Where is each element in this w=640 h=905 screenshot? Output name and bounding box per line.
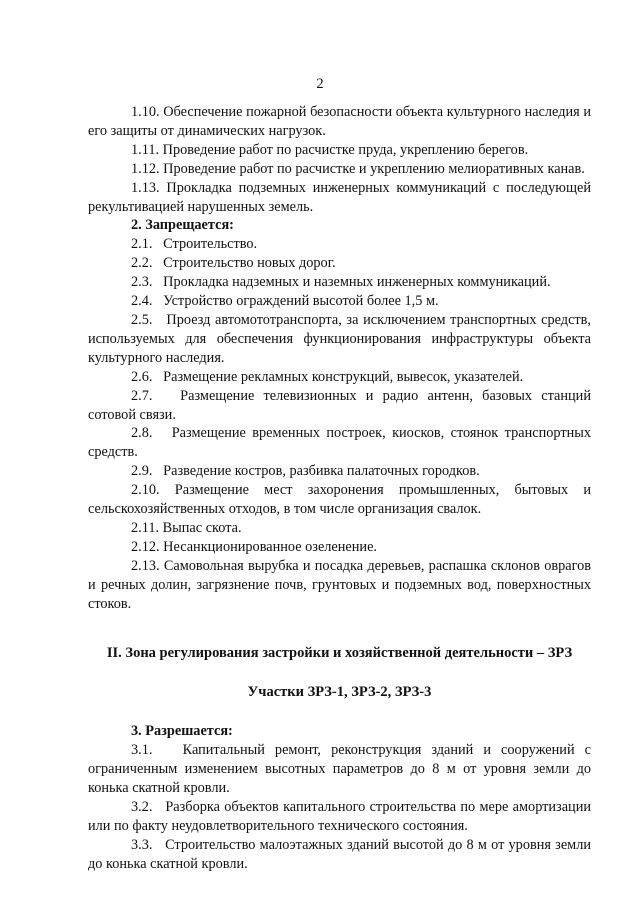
paragraph-2-12: 2.12. Несанкционированное озеленение. [131,538,378,555]
section-title: II. Зона регулирования застройки и хозяйственной деятельности – ЗРЗ [106,645,573,662]
paragraph-2-7: 2.7. Размещение телевизионных и радио антенн, базовых станций сотовой связи. [88,387,591,423]
subsection-title: Участки ЗРЗ-1, ЗРЗ-2, ЗРЗ-3 [247,684,432,701]
paragraph-3-3: 3.3. Строительство малоэтажных зданий высотой до 8 м от уровня земли до конька скатной кровли. [88,836,591,872]
paragraph-2-1: 2.1. Строительство. [131,236,258,253]
paragraph-2-13: 2.13. Самовольная вырубка и посадка деревьев, распашка склонов оврагов и речных долин, загрязнение почв, грунтовых и подземных вод, поверхностных стоков. [88,557,591,612]
allowed-heading: 3. Разрешается: [131,723,233,740]
paragraph-3-1: 3.1. Капитальный ремонт, реконструкция зданий и сооружений с ограниченным изменением высотных параметров до 8 м от уровня земли до конька скатной кровли. [88,742,591,796]
heading-spacer [88,702,591,722]
paragraph-3-2: 3.2. Разборка объектов капитального строительства по мере амортизации или по факту неудовлетворительного технического состояния. [88,798,591,834]
paragraph-1-13: 1.13. Прокладка подземных инженерных коммуникаций с последующей рекультивацией нарушенных земель. [88,179,591,215]
paragraph-2-3: 2.3. Прокладка надземных и наземных инженерных коммуникаций. [131,274,551,291]
paragraph-2-10: 2.10. Размещение мест захоронения промышленных, бытовых и сельскохозяйственных отходов, в том числе организация свалок. [88,482,591,518]
prohibited-heading: 2. Запрещается: [131,217,234,234]
page-number: 2 [316,76,324,92]
section-spacer [88,613,591,644]
paragraph-2-11: 2.11. Выпас скота. [131,519,242,536]
paragraph-1-11: 1.11. Проведение работ по расчистке пруда, укреплению берегов. [131,141,529,158]
paragraph-1-10: 1.10. Обеспечение пожарной безопасности объекта культурного наследия и его защиты от динамических нагрузок. [88,104,591,139]
paragraph-2-4: 2.4. Устройство ограждений высотой более 1,5 м. [131,293,439,310]
paragraph-2-6: 2.6. Размещение рекламных конструкций, вывесок, указателей. [131,368,524,385]
paragraph-1-12: 1.12. Проведение работ по расчистке и укреплению мелиоративных канав. [131,160,585,177]
paragraph-2-8: 2.8. Размещение временных построек, киосков, стоянок транспортных средств. [88,425,591,461]
document-body [88,103,591,874]
paragraph-2-2: 2.2. Строительство новых дорог. [131,255,336,272]
paragraph-2-5: 2.5. Проезд автомототранспорта, за исключением транспортных средств, используемых для обеспечения функционирования инфраструктуры объекта культурного наследия. [88,311,591,366]
subsection-spacer [88,663,591,683]
paragraph-2-9: 2.9. Разведение костров, разбивка палаточных городков. [131,463,480,480]
